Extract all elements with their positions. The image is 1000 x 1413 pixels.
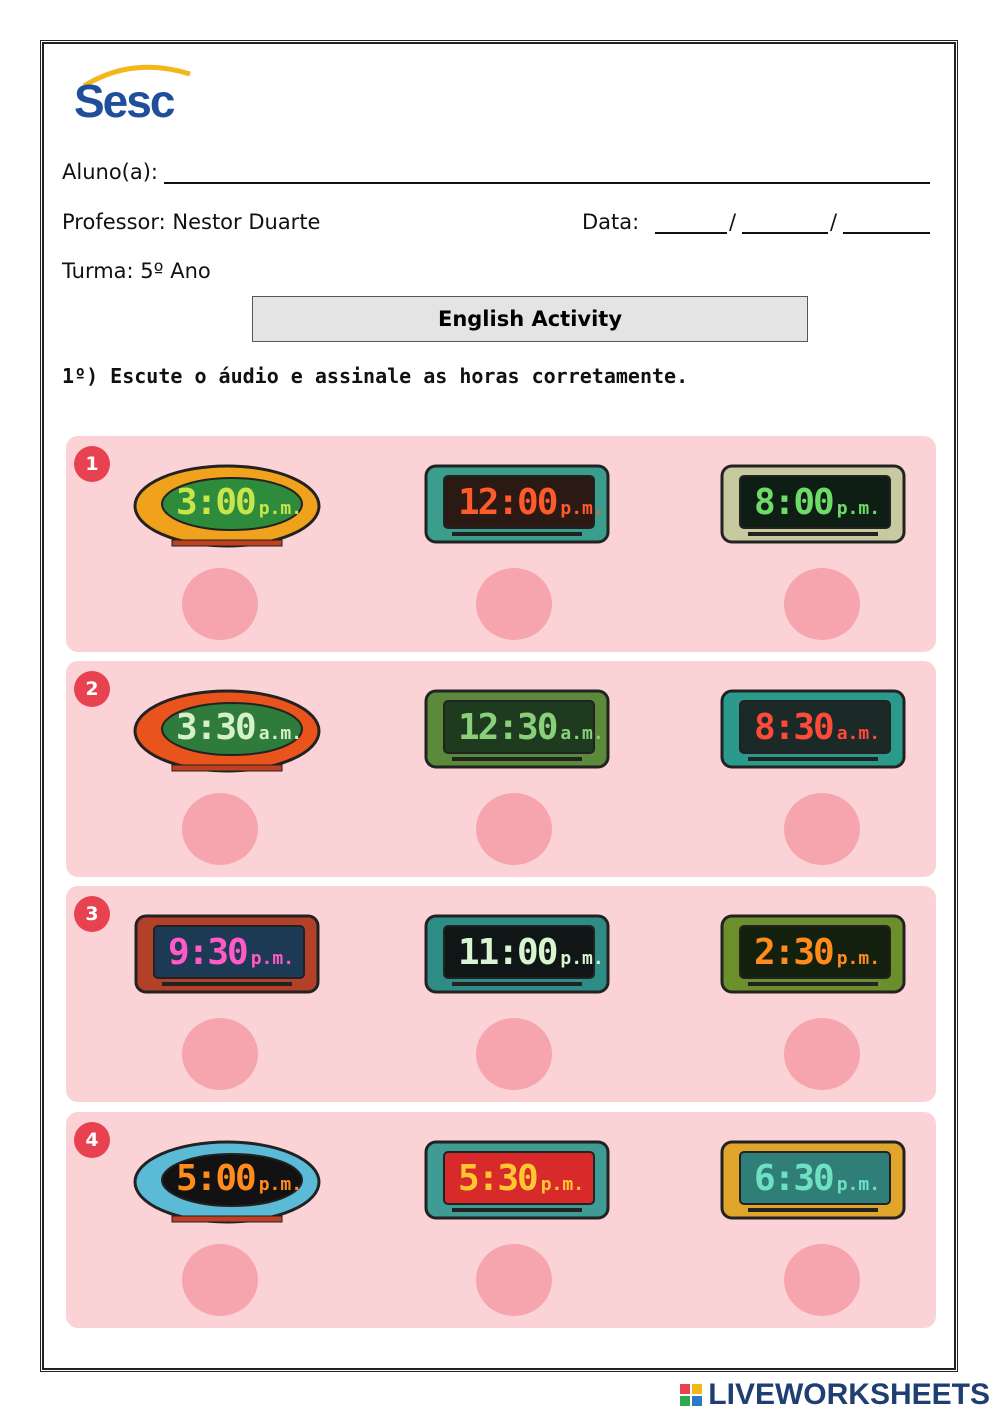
clock-time-display — [168, 932, 294, 973]
clock-time-value: 2:30 — [754, 932, 833, 973]
answer-select-circle[interactable] — [182, 793, 258, 865]
answer-select-circle[interactable] — [182, 1244, 258, 1316]
clock-time-value: 8:30 — [754, 707, 833, 748]
clock-time-value: 12:30 — [458, 707, 557, 748]
student-name-blank[interactable] — [164, 182, 930, 184]
digital-clock-image — [718, 908, 908, 998]
clock-time-suffix: p.m. — [250, 948, 295, 969]
clock-time-value: 6:30 — [754, 1158, 833, 1199]
clock-time-display — [176, 482, 302, 523]
digital-clock-image — [132, 908, 322, 998]
student-label: Aluno(a): — [62, 160, 158, 184]
digital-clock-image — [132, 683, 322, 773]
clock-time-suffix: a.m. — [560, 723, 604, 744]
date-year-blank[interactable] — [843, 232, 930, 234]
clock-time-display — [754, 1158, 880, 1199]
clock-time-suffix: a.m. — [258, 723, 303, 744]
liveworksheets-text: LIVEWORKSHEETS — [708, 1378, 990, 1411]
clock-time-value: 9:30 — [168, 932, 247, 973]
clock-time-suffix: p.m. — [560, 948, 604, 969]
liveworksheets-brand — [680, 1378, 990, 1412]
question-number-badge: 4 — [74, 1122, 110, 1158]
clock-question-panel — [66, 886, 936, 1102]
clock-time-display — [458, 482, 604, 523]
question-number-badge: 1 — [74, 446, 110, 482]
clock-time-display — [176, 1158, 302, 1199]
clock-question-panel — [66, 661, 936, 877]
sesc-logo — [74, 60, 194, 130]
clock-time-suffix: p.m. — [836, 948, 881, 969]
date-separator: / — [729, 210, 737, 234]
answer-select-circle[interactable] — [784, 1244, 860, 1316]
question-number-badge: 3 — [74, 896, 110, 932]
clock-time-value: 3:30 — [176, 707, 255, 748]
date-day-blank[interactable] — [655, 232, 727, 234]
digital-clock-image — [132, 1134, 322, 1224]
digital-clock-image — [718, 1134, 908, 1224]
clock-time-suffix: a.m. — [836, 723, 881, 744]
answer-select-circle[interactable] — [182, 1018, 258, 1090]
clock-time-display — [458, 707, 604, 748]
answer-select-circle[interactable] — [182, 568, 258, 640]
digital-clock-image — [422, 908, 612, 998]
clock-time-value: 3:00 — [176, 482, 255, 523]
clock-time-display — [754, 482, 880, 523]
clock-time-value: 12:00 — [458, 482, 557, 523]
question-number-badge: 2 — [74, 671, 110, 707]
teacher-label: Professor: Nestor Duarte — [62, 210, 321, 234]
clock-time-value: 8:00 — [754, 482, 833, 523]
logo-text: Sesc — [74, 75, 174, 127]
answer-select-circle[interactable] — [784, 793, 860, 865]
date-separator: / — [830, 210, 838, 234]
date-month-blank[interactable] — [742, 232, 828, 234]
answer-select-circle[interactable] — [476, 1244, 552, 1316]
class-label: Turma: 5º Ano — [62, 259, 211, 283]
instruction-text: 1º) Escute o áudio e assinale as horas corretamente. — [62, 364, 689, 388]
clock-time-display — [754, 707, 880, 748]
activity-title: English Activity — [252, 296, 808, 342]
clock-time-suffix: p.m. — [836, 498, 881, 519]
clock-time-suffix: p.m. — [258, 498, 303, 519]
digital-clock-image — [422, 458, 612, 548]
digital-clock-image — [718, 458, 908, 548]
clock-time-value: 11:00 — [458, 932, 557, 973]
clock-time-suffix: p.m. — [560, 498, 604, 519]
clock-time-display — [458, 1158, 584, 1199]
digital-clock-image — [422, 1134, 612, 1224]
date-label: Data: — [582, 210, 640, 234]
digital-clock-image — [718, 683, 908, 773]
digital-clock-image — [422, 683, 612, 773]
digital-clock-image — [132, 458, 322, 548]
answer-select-circle[interactable] — [476, 1018, 552, 1090]
clock-question-panel — [66, 436, 936, 652]
clock-time-value: 5:00 — [176, 1158, 255, 1199]
clock-time-suffix: p.m. — [258, 1174, 303, 1195]
answer-select-circle[interactable] — [784, 568, 860, 640]
clock-time-display — [176, 707, 302, 748]
clock-time-suffix: p.m. — [836, 1174, 881, 1195]
clock-time-display — [458, 932, 604, 973]
answer-select-circle[interactable] — [476, 568, 552, 640]
answer-select-circle[interactable] — [476, 793, 552, 865]
answer-select-circle[interactable] — [784, 1018, 860, 1090]
liveworksheets-icon — [680, 1384, 702, 1406]
clock-question-panel — [66, 1112, 936, 1328]
clock-time-suffix: p.m. — [540, 1174, 585, 1195]
clock-time-value: 5:30 — [458, 1158, 537, 1199]
clock-time-display — [754, 932, 880, 973]
